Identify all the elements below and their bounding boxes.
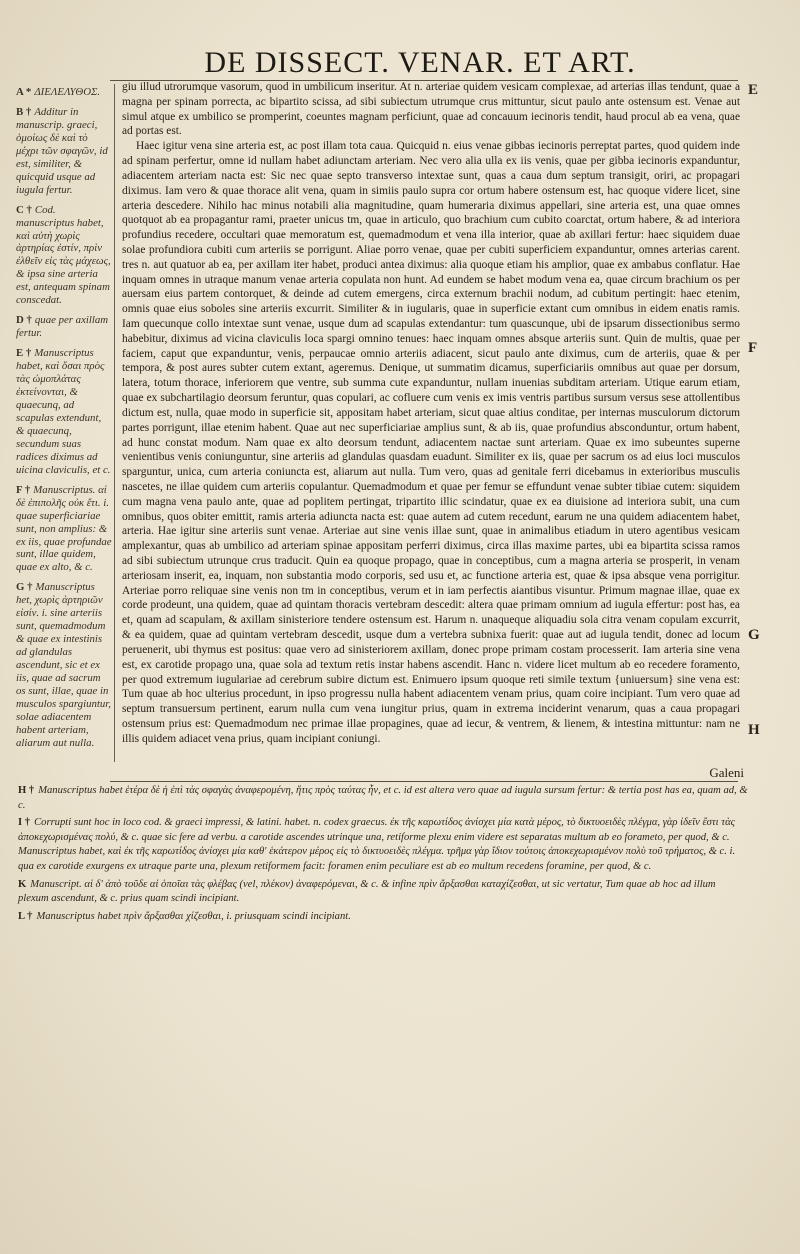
note-text: Manuscriptus het, χωρὶς ἀρτηριῶν εἰσίν. i. sine arteriis sunt, quemadmodum & quae ex intestinis ad glandulas ascendunt, sic et ex iis, quae ad sacrum os sunt, illae, quae in musculos spargiuntur, solae adiacentem habent arteriam, aliarum aut nulla. xyxy=(16,581,111,749)
section-letter-e: E xyxy=(748,82,759,98)
margin-note xyxy=(16,347,112,477)
note-text: Cod. manuscriptus habet, καὶ αὐτὴ χωρὶς ἀρτηρίας ἐστίν, πρὶν ἐλθεῖν εἰς τὰς μάχεως, & ipsa sine arteria est, antequam spinam conscedat. xyxy=(16,203,111,307)
footnotes xyxy=(18,784,748,927)
section-letter-f: F xyxy=(748,340,758,356)
footnote-mark: I † xyxy=(18,817,31,829)
margin-note xyxy=(16,106,112,197)
footnote-text: Corrupti sunt hoc in loco cod. & graeci impressi, & latini. habet. n. codex graecus. ἐκ τῆς καρωτίδος ἀνίσχει μία κατὰ μέρος, τὸ δικτυοειδὲς πλέγμα, γὰρ ἰδεῖν ἔστι τὰς ἀποκεχωρισμένας πολύ, & c. quae sic fere ad verbu. a carotide ascendes utrinque una, retiforme plexu enim videre est separatas multum ab eo forameto, per quod, & c. Manuscriptus habet, καὶ ἐκ τῆς καρωτίδος ἀνίσχει μία καθ' ἑκάτερον μέρος εἰς τὸ δικτυοειδὲς πλέγμα. τρῆμα γὰρ ἴδιον τούτοις ἀποκεχωρισμένον πολὺ τοῦ τρήματος, & c. i. qua ex carotide exurgens ex utraque parte una, plexum retiformem facit: foramen enim peculiare est ab eo multum recedens foramine, per quod, & c. xyxy=(18,817,736,872)
footnote-rule xyxy=(110,781,738,782)
footnote xyxy=(18,816,748,874)
note-text: Manuscriptus. αἱ δὲ ἐπιπολῆς οὐκ ἔτι. i. quae superficiariae sunt, non amplius: & ex iis, quae profundae sunt, illae quidem, quae ex alto, & c. xyxy=(16,483,112,574)
footnote-mark: L † xyxy=(18,910,33,922)
note-mark: A * xyxy=(16,86,32,98)
footnote-text: Manuscriptus habet πρὶν ἄρξασθαι χίζεσθαι, i. priusquam scindi incipiant. xyxy=(36,910,351,922)
margin-note xyxy=(16,86,112,99)
note-mark: G † xyxy=(16,581,33,594)
main-text xyxy=(122,80,740,747)
footnote xyxy=(18,910,748,925)
margin-note xyxy=(16,581,112,749)
footnote-mark: K xyxy=(18,878,27,890)
note-mark: F † xyxy=(16,483,31,496)
margin-note xyxy=(16,314,112,340)
paragraph: Haec igitur vena sine arteria est, ac post illam tota caua. Quicquid n. eius venae gibbas iecinoris perreptat partes, quod quidem inde ad spinam perfertur, omne id nullam habet adiunctam arteriam. Nec vero alia ulla ex iis venis, quae per gibba iecinoris expanduntur, adiacentem arteriam nacta est: Sic nec quae septo transverso intextae sunt, quas a caua dum septum transigit, oriri, ac propagari diximus. Iam vero & quae thorace alit vena, quam in simiis paulo supra cor ortum habere ostensum est, hac quoque videre licet, sine arteria descedere. Nihilo hac minus notabili alia magnitudine, quam humeraria diximus appellari, sine arteria est, una quae omnes quotquot ab ea propagantur rami, praeter unicus tm, quae in articulo, quo brachium cum cubito coarctat, ortum habere, & ad interiora profundius recedere, occultari quae memoratum est, quemadmodum et vena illa interior, quae ab axillari fertur: haec siquidem duae solae profundiora cubiti cum arteriis se porrigunt. Aliae porro venae, quae per cubiti superficiem expanduntur, omnes arterias carent. tres n. aut quatuor ab ea, per axillam iter habet, produci antea diximus: alia quoque etiam his amplior, quae ex ambabus conflatur. Hae inquam omnes in utraque manum venae arteria copulata non hunt. Ad eundem se habet modum vena ea, quae circum brachium os per auersam eius partem contorquet, & deinde ad cutem emergens, circa externum brachii nodum, ad cubitum pertingit: haec etenim, omnis quae eius soboles sine arteriis excurrit. Similiter & in iugularis, quae in superficie extant cum omnibus in eidem enatis ramis. Iam quecunque collo intextae sunt venae, usque dum ad scapulas extendantur: tum quascunque, ubi de ipsarum dissectionibus sermo habebitur, diximus ad vicina claviculis loca spargi omnino tenues: haec inquam omnes absque arteriis sunt. Quin de multis, quae per faciem, caput que expanduntur, venis, perpaucae omnio arteriis adiacent, sicut paulo ante diximus, cum de arteriis, quae & per tempora, & post aures subter cutem extant, ageremus. Denique, ut summatim dicamus, superficiariis omnibus aut quae per dorsum, latera, totum thorace, inferiorem que ventre, sub summa cute expanduntur, nullam inuenias subditam arteriam. Utique earum etiam, quae ex subchartilagio deorsum feruntur, quas copulari, ac cofluere cum venis ex imis ventris partibus sursum versus sese attollentibus dictum est, nulla, quae modo in superficie sit, appositam habet arteriam, sicut quae altius conditae, per internas musculorum dictorum partes porrigunt, illae etenim habent. Quae aut nec superficiariae amplius sunt, & ab iis, quae profundius absconduntur, ortum habent, ad hunc constat modum. Nam quae ex alto deorsum tendunt, adiacentem nactae sunt arteriam. Quae ex imo subeuntes superne venientibus venis coniunguntur, sine arteriis ad glandulas quasdam euadunt. Similiter ex iis, quae per sacrum os ad eius loci musculos sparguntur, unica, cum arteria coniuncta est, aliarum aut nulla. Tum vero, quas ad genitale ferri dicebamus in exterioribus musculis nascetes, ne illae quidem cum arteriis copulantur. Quemadmodum et quae per femur se effundunt venae subter tibiae cutem: siquidem cum magna vena paulo ante, quae ad poplitem pertingat, tripartito illic scindatur, quae ex ea diuisione ad interiora subit, una cum omnibus, quos obiter emittit, ramis arteria adiuncta nacta est: quae autem ad cutem recedunt, earum ne una quidem adiacentem habet, arteria. Hae igitur sine arteriis sunt venae. Arteriae aut sine venis illae sunt, quae in animalibus etiadum in utero agentibus vesicam amplexantur, quas ab umbilico ad arteriam spinae appositam perferri diximus, circa illas maxime partes, ubi ea bipartita scissa ramos ad sibi subiectum utrunque crus traducit. Quin ea quoque propago, quae in conceptibus, cum a magna arteria se prosperit, in venam arteriosam inserit, ea, inquam, non substantia modo corporis, sed usu et, ac functione arteria est, quae & ipsa absque vena porrigitur. Arteriae porro reliquae sine venis non tm in conceptibus, verum et in iam perfectis aiantibus visuntur. Primum magnae illae, quae ex corde prodeunt, una quidem, quae ad quintam thoracis vertebram descedit: altera quae primam omnium ad iugula effertur: post has, ea et, quam ad scapulam, & axillam sinisteriore tendere ostensum est. Harum n. unaqueque aliquadiu sola citra venam copulam excurrit, & ea quidem, quae ad quintam vertebram descedit, usque dum a vertebra subnixa fuerit: quae aut ad iugula tendit, donec ad locum peruenerit, ubi thymus est positus: quae vero ad sinisteriorem axillam, donec prope primam costam processerit. Iam arteria sine vena est, ex carotide propago una, quae sola ad textum retis instar habens ascendit. Hanc n. videre licet multum ab eo recedere foramento, per quod extremum iugulariae ad cerebrum subire dictum est. Enimuero ipsum quoque reti simile textum {uniuersum} sine vena est: Tum quae ab hoc ulterius procedunt, in ipso progressu nulla habent adiacentem venam prius, quam coire incipiant. Tum vero quae ad septum transuersum pertinent, earum nulla cum vena iungitur prius, quam in extrema inciderint venarum, quas a caua propagari ostensum prius est: Quemadmodum nec primae illae propagines, quae ad iecur, & ventrem, & lienem, & intestina mittuntur: nam ne illis quidem adiacet vena prius, quam incipiant coniungi. xyxy=(122,140,740,745)
section-letter-g: G xyxy=(748,627,760,643)
page-title: DE DISSECT. VENAR. ET ART. xyxy=(204,46,636,79)
column-divider xyxy=(114,84,115,762)
note-mark: D † xyxy=(16,314,32,327)
margin-note xyxy=(16,204,112,308)
paragraph: giu illud utrorumque vasorum, quod in umbilicum inseritur. At n. arteriae quidem vesicam complexae, ad arterias illas tendunt, quae a magna per spinam porrecta, ac bipartito scissa, ad sibi subiectum utrumque crus mittuntur, sicut paulo ante ostensum est. Venae aut simul atque ex umbilico se promperint, coeuntes magnam perficiunt, quae ad concauum iecinoris tendit, haud procul ab ea vena, quae ad portas est. xyxy=(122,81,740,138)
note-mark: C † xyxy=(16,203,32,216)
footnote-text: Manuscriptus habet ἑτέρα δὲ ἡ ἐπὶ τὰς σφαγὰς ἀναφερομένη, ἥτις πρὸς ταύτας ἦν, et c. id est altera vero quae ad iugula sursum fertur: & tertia post has ea, quam ad, & c. xyxy=(18,785,748,811)
note-text: quae per axillam fertur. xyxy=(16,314,109,340)
note-mark: B † xyxy=(16,105,32,118)
margin-note xyxy=(16,484,112,575)
footnote xyxy=(18,878,748,907)
note-text: ΔΙΕΛΕΛΥΘΟΣ. xyxy=(34,86,101,98)
footnote xyxy=(18,784,748,813)
margin-notes xyxy=(16,86,112,757)
note-mark: E † xyxy=(16,347,32,360)
footnote-mark: H † xyxy=(18,785,35,796)
footnote-text: Manuscript. αἱ δ' ἀπὸ τοῦδε αἱ ὁποῖαι τὰς φλέβας (vel, πλέκον) ἀναφερόμεναι, & c. & infine πρὶν ἄρξασθαι καταχίζεσθαι, ut sic vertatur, Tum quae ab hoc ad illum plexum ascendunt, & c. prius quam scindi incipiant. xyxy=(18,878,716,905)
section-letter-h: H xyxy=(748,722,760,738)
note-text: Manuscriptus habet, καὶ ὅσαι πρὸς τὰς ὠμοπλάτας ἐκτείνονται, & quaecunq, ad scapulas extendunt, & quaecunq, secundum suas radices diximus ad uicina claviculis, et c. xyxy=(16,347,111,476)
note-text: Additur in manuscrip. graeci, ὁμοίως δὲ καὶ τὸ μέχρι τῶν σφαγῶν, id est, similiter, & quicquid usque ad iugula fertur. xyxy=(16,105,108,196)
catchword: Galeni xyxy=(709,765,744,780)
